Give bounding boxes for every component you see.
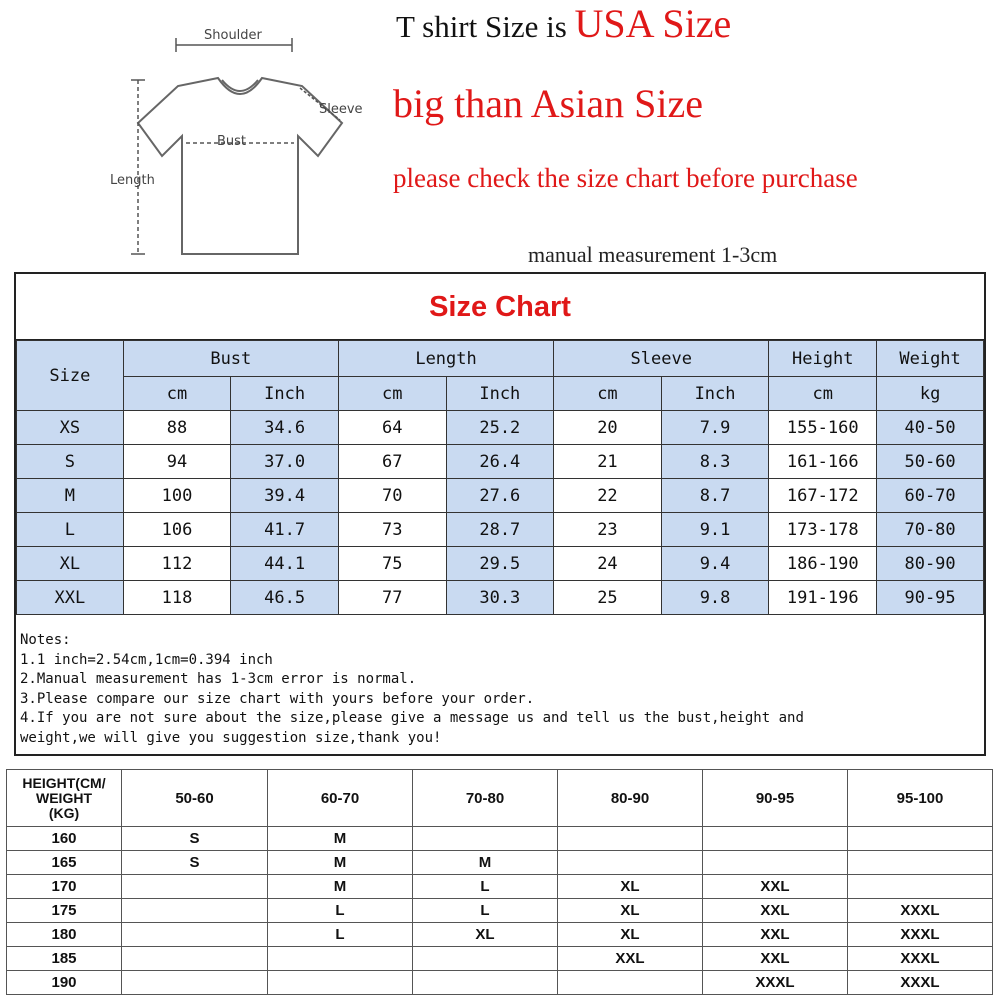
recommended-size-cell [558,971,703,995]
recommended-size-cell: XL [558,875,703,899]
weight-header: 50-60 [122,770,268,827]
height-cell: 160 [7,827,122,851]
notes-section [20,631,980,749]
size-chart-cell: 28.7 [446,513,554,547]
size-label-cell: XS [17,411,124,445]
size-chart-cell: 67 [338,445,446,479]
size-chart-cell: 29.5 [446,547,554,581]
size-chart-cell: 20 [554,411,662,445]
size-label-cell: S [17,445,124,479]
recommended-size-cell: M [268,851,413,875]
height-cell: 175 [7,899,122,923]
size-header: Size [17,341,124,411]
recommended-size-cell: XXL [703,923,848,947]
size-chart-cell: 50-60 [877,445,984,479]
size-chart-cell: 106 [123,513,231,547]
size-chart-cell: 7.9 [661,411,769,445]
recommended-size-cell [413,827,558,851]
notes-line: 1.1 inch=2.54cm,1cm=0.394 inch [20,651,273,668]
size-chart-row [17,411,984,445]
size-chart-group-header [17,341,984,377]
size-chart-unit-header [17,377,984,411]
tshirt-diagram [100,18,390,268]
size-label-cell: M [17,479,124,513]
recommended-size-cell: M [268,827,413,851]
size-chart-cell: 161-166 [769,445,877,479]
size-chart-row [17,581,984,615]
headline-check-chart: please check the size chart before purchase [393,163,858,193]
size-chart-cell: 9.4 [661,547,769,581]
height-weight-row [7,971,993,995]
recommended-size-cell: XXL [703,899,848,923]
weight-header: 90-95 [703,770,848,827]
recommended-size-cell: S [122,827,268,851]
recommended-size-cell: L [268,899,413,923]
height-weight-table [6,769,993,995]
recommended-size-cell: XL [413,923,558,947]
height-weight-row [7,947,993,971]
size-chart-cell: 23 [554,513,662,547]
height-cell: 185 [7,947,122,971]
notes-line: 4.If you are not sure about the size,please give a message us and tell us the bust,height and [20,710,804,727]
height-cell: 165 [7,851,122,875]
size-chart-cell: 64 [338,411,446,445]
group-header-bust: Bust [123,341,338,377]
size-chart-cell: 9.1 [661,513,769,547]
size-chart-cell: 41.7 [231,513,339,547]
recommended-size-cell: XL [558,899,703,923]
size-chart-row [17,547,984,581]
size-chart-cell: 70 [338,479,446,513]
size-chart-cell: 80-90 [877,547,984,581]
size-chart-cell: 44.1 [231,547,339,581]
recommended-size-cell [122,923,268,947]
recommended-size-cell [558,851,703,875]
length-label: Length [110,173,155,188]
unit-header: cm [769,377,877,411]
corner-line: (KG) [48,804,80,821]
unit-header: kg [877,377,984,411]
recommended-size-cell [122,947,268,971]
recommended-size-cell [848,875,993,899]
size-chart-cell: 118 [123,581,231,615]
height-weight-row [7,923,993,947]
notes-line: weight,we will give you suggestion size,thank you! [20,729,442,746]
height-cell: 190 [7,971,122,995]
recommended-size-cell: L [268,923,413,947]
headline-asian-size: big than Asian Size [393,81,703,126]
size-chart-cell: 73 [338,513,446,547]
recommended-size-cell: XXL [703,947,848,971]
recommended-size-cell [122,971,268,995]
height-weight-row [7,899,993,923]
recommended-size-cell: XXXL [848,947,993,971]
size-chart-cell: 75 [338,547,446,581]
size-chart-cell: 24 [554,547,662,581]
bust-label: Bust [217,134,247,149]
size-chart-cell: 9.8 [661,581,769,615]
size-chart-cell: 46.5 [231,581,339,615]
recommended-size-cell [268,947,413,971]
weight-header: 80-90 [558,770,703,827]
size-chart-cell: 37.0 [231,445,339,479]
recommended-size-cell [122,899,268,923]
group-header-height: Height [769,341,877,377]
unit-header: cm [123,377,231,411]
height-weight-row [7,875,993,899]
height-weight-corner [7,770,122,827]
notes-line: Notes: [20,632,71,648]
height-cell: 180 [7,923,122,947]
size-label-cell: XXL [17,581,124,615]
size-chart-cell: 88 [123,411,231,445]
size-chart-cell: 8.3 [661,445,769,479]
corner-line: HEIGHT(CM/ [22,774,106,791]
weight-header: 60-70 [268,770,413,827]
size-chart-row [17,513,984,547]
unit-header: Inch [231,377,339,411]
weight-header: 95-100 [848,770,993,827]
recommended-size-cell [848,827,993,851]
size-chart-cell: 22 [554,479,662,513]
recommended-size-cell: XXXL [703,971,848,995]
unit-header: cm [338,377,446,411]
size-chart-panel [14,272,986,756]
recommended-size-cell [268,971,413,995]
size-chart-cell: 21 [554,445,662,479]
recommended-size-cell: L [413,875,558,899]
recommended-size-cell: XXL [703,875,848,899]
notes-line: 2.Manual measurement has 1-3cm error is normal. [20,671,417,688]
size-chart-cell: 94 [123,445,231,479]
headline-prefix: T shirt Size is [396,9,575,44]
notes-line: 3.Please compare our size chart with yours before your order. [20,690,535,707]
size-chart-cell: 27.6 [446,479,554,513]
size-chart-cell: 25 [554,581,662,615]
size-chart-cell: 191-196 [769,581,877,615]
recommended-size-cell [413,971,558,995]
recommended-size-cell: XXXL [848,923,993,947]
headline-usa-size [396,0,731,47]
recommended-size-cell: L [413,899,558,923]
recommended-size-cell [122,875,268,899]
recommended-size-cell: XL [558,923,703,947]
size-label-cell: XL [17,547,124,581]
size-chart-cell: 60-70 [877,479,984,513]
recommended-size-cell: XXXL [848,899,993,923]
height-weight-header-row [7,770,993,827]
size-chart-cell: 167-172 [769,479,877,513]
unit-header: Inch [661,377,769,411]
recommended-size-cell [848,851,993,875]
recommended-size-cell: XXXL [848,971,993,995]
size-chart-cell: 90-95 [877,581,984,615]
group-header-length: Length [338,341,553,377]
size-chart-cell: 186-190 [769,547,877,581]
recommended-size-cell [413,947,558,971]
recommended-size-cell: XXL [558,947,703,971]
size-chart-cell: 34.6 [231,411,339,445]
size-chart-cell: 112 [123,547,231,581]
unit-header: cm [554,377,662,411]
recommended-size-cell: M [413,851,558,875]
size-chart-row [17,445,984,479]
sleeve-label: Sleeve [319,102,363,117]
size-chart-cell: 30.3 [446,581,554,615]
size-chart-cell: 70-80 [877,513,984,547]
size-chart-cell: 173-178 [769,513,877,547]
size-chart-title: Size Chart [16,274,984,340]
recommended-size-cell [703,827,848,851]
group-header-sleeve: Sleeve [554,341,769,377]
unit-header: Inch [446,377,554,411]
size-chart-row [17,479,984,513]
size-chart-cell: 155-160 [769,411,877,445]
size-chart-cell: 39.4 [231,479,339,513]
height-weight-row [7,851,993,875]
corner-line: WEIGHT [36,789,92,806]
measurement-note: manual measurement 1-3cm [528,242,778,267]
recommended-size-cell [558,827,703,851]
headline-usa-highlight: USA Size [574,1,732,46]
height-weight-row [7,827,993,851]
tshirt-outline-illustration [100,18,390,268]
recommended-size-cell: S [122,851,268,875]
size-label-cell: L [17,513,124,547]
height-cell: 170 [7,875,122,899]
size-chart-cell: 100 [123,479,231,513]
size-chart-cell: 25.2 [446,411,554,445]
size-chart-cell: 8.7 [661,479,769,513]
recommended-size-cell [703,851,848,875]
size-chart-cell: 77 [338,581,446,615]
size-chart-cell: 40-50 [877,411,984,445]
size-chart-cell: 26.4 [446,445,554,479]
weight-header: 70-80 [413,770,558,827]
recommended-size-cell: M [268,875,413,899]
shoulder-label: Shoulder [204,28,262,43]
group-header-weight: Weight [877,341,984,377]
size-chart-table [16,340,984,615]
